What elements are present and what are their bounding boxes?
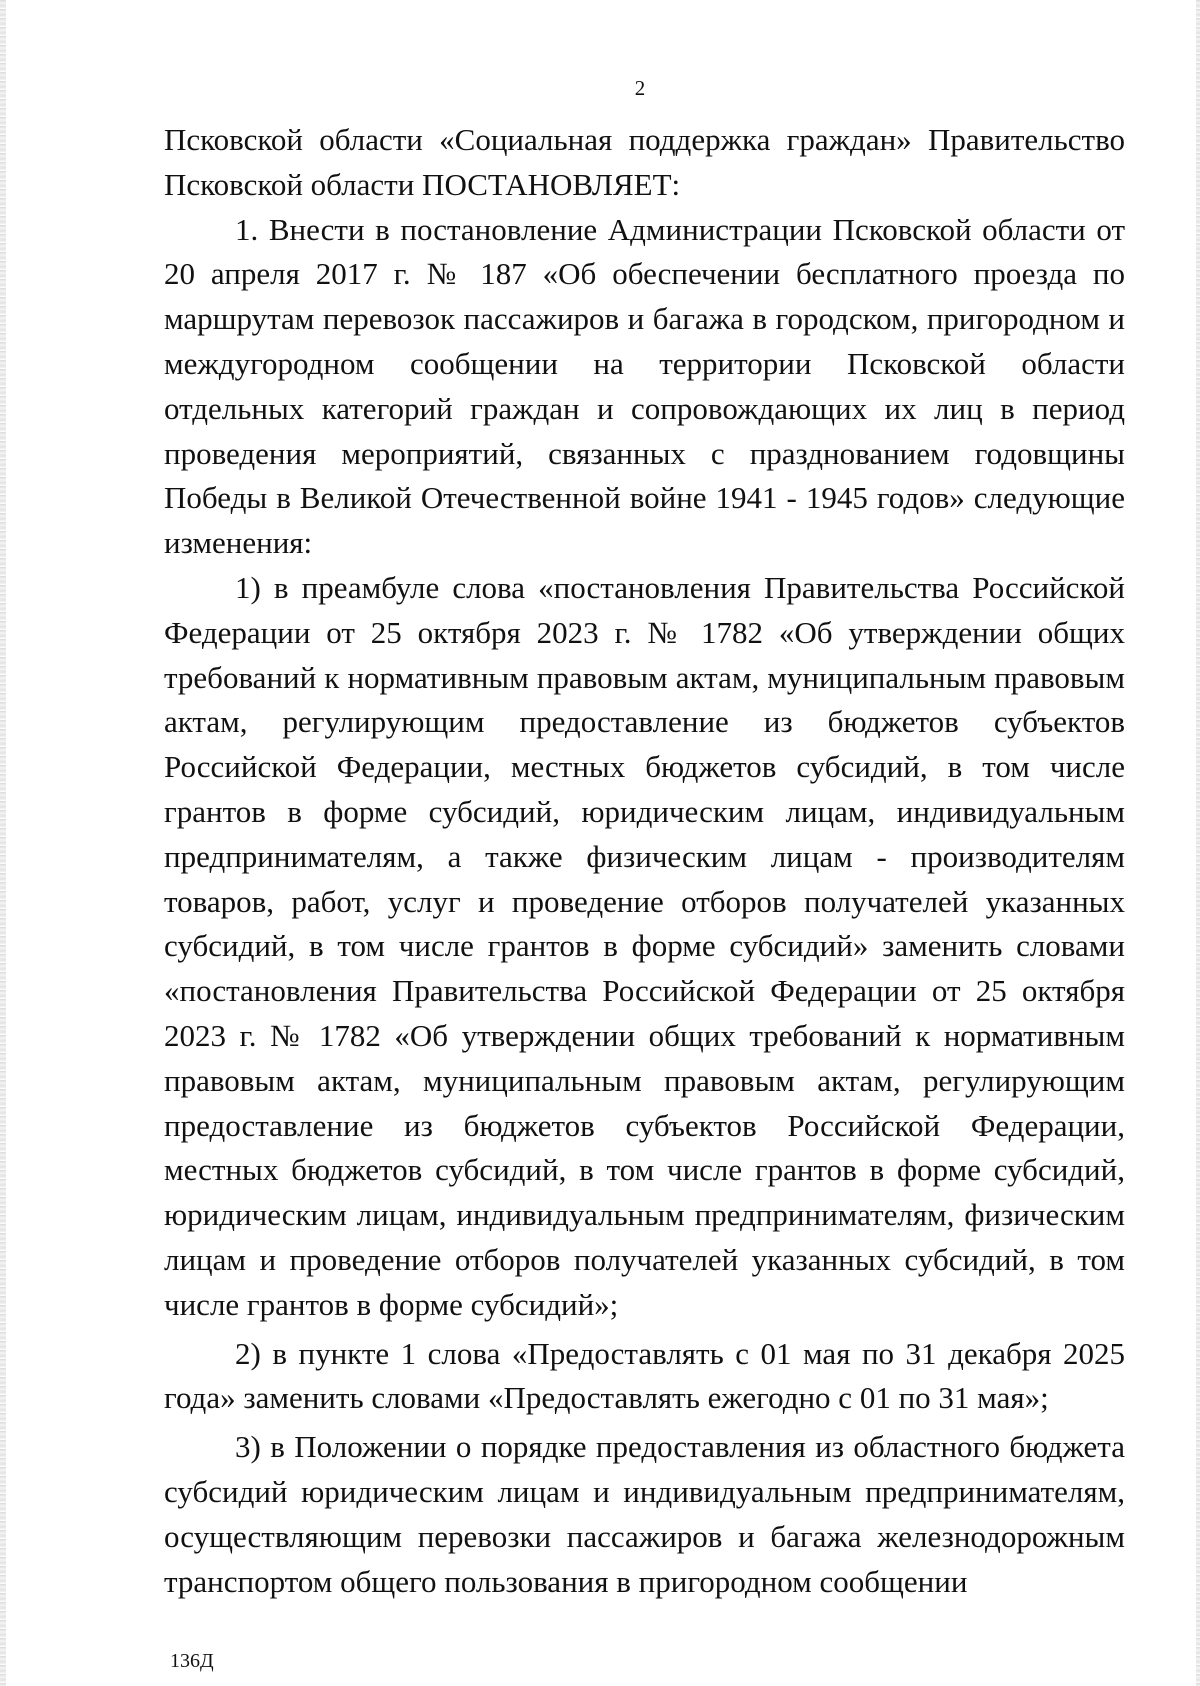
paragraph-preamble-continuation: Псковской области «Социальная поддержка граждан» Правительство Псковской области ПОСТАНОВЛЯЕТ: — [164, 122, 1125, 202]
paragraph-item-1: 1. Внести в постановление Администрации Псковской области от 20 апреля 2017 г. № 187 «Об обеспечении бесплатного проезда по маршрутам перевозок пассажиров и багажа в городском, пригородном и междугородном сообщении на территории Псковской области отдельных категорий граждан и сопровождающих их лиц в период проведения мероприятий, связанных с празднованием годовщины Победы в Великой Отечественной войне 1941 - 1945 годов» следующие изменения: — [164, 211, 1125, 561]
document-body — [164, 118, 1125, 1604]
scan-edge-right — [1196, 0, 1200, 1686]
paragraph-subitem-3: 3) в Положении о порядке предоставления из областного бюджета субсидий юридическим лицам и индивидуальным предпринимателям, осуществляющим перевозки пассажиров и багажа железнодорожным транспортом общего пользования в пригородном сообщении — [164, 1429, 1125, 1599]
scan-edge-left — [0, 0, 6, 1686]
paragraph-subitem-1: 1) в преамбуле слова «постановления Правительства Российской Федерации от 25 октября 2023 г. № 1782 «Об утверждении общих требований к нормативным правовым актам, муниципальным правовым актам, регулирующим предоставление из бюджетов субъектов Российской Федерации, местных бюджетов субсидий, в том числе грантов в форме субсидий, юридическим лицам, индивидуальным предпринимателям, а также физическим лицам - производителям товаров, работ, услуг и проведение отборов получателей указанных субсидий, в том числе грантов в форме субсидий» заменить словами «постановления Правительства Российской Федерации от 25 октября 2023 г. № 1782 «Об утверждении общих требований к нормативным правовым актам, муниципальным правовым актам, регулирующим предоставление из бюджетов субъектов Российской Федерации, местных бюджетов субсидий, в том числе грантов в форме субсидий, юридическим лицам, индивидуальным предпринимателям, физическим лицам и проведение отборов получателей указанных субсидий, в том числе грантов в форме субсидий»; — [164, 569, 1125, 1322]
footer-code: 136Д — [170, 1650, 214, 1672]
paragraph-subitem-2: 2) в пункте 1 слова «Предоставлять с 01 мая по 31 декабря 2025 года» заменить словами «Предоставлять ежегодно с 01 по 31 мая»; — [164, 1335, 1125, 1416]
page-number: 2 — [634, 76, 646, 100]
